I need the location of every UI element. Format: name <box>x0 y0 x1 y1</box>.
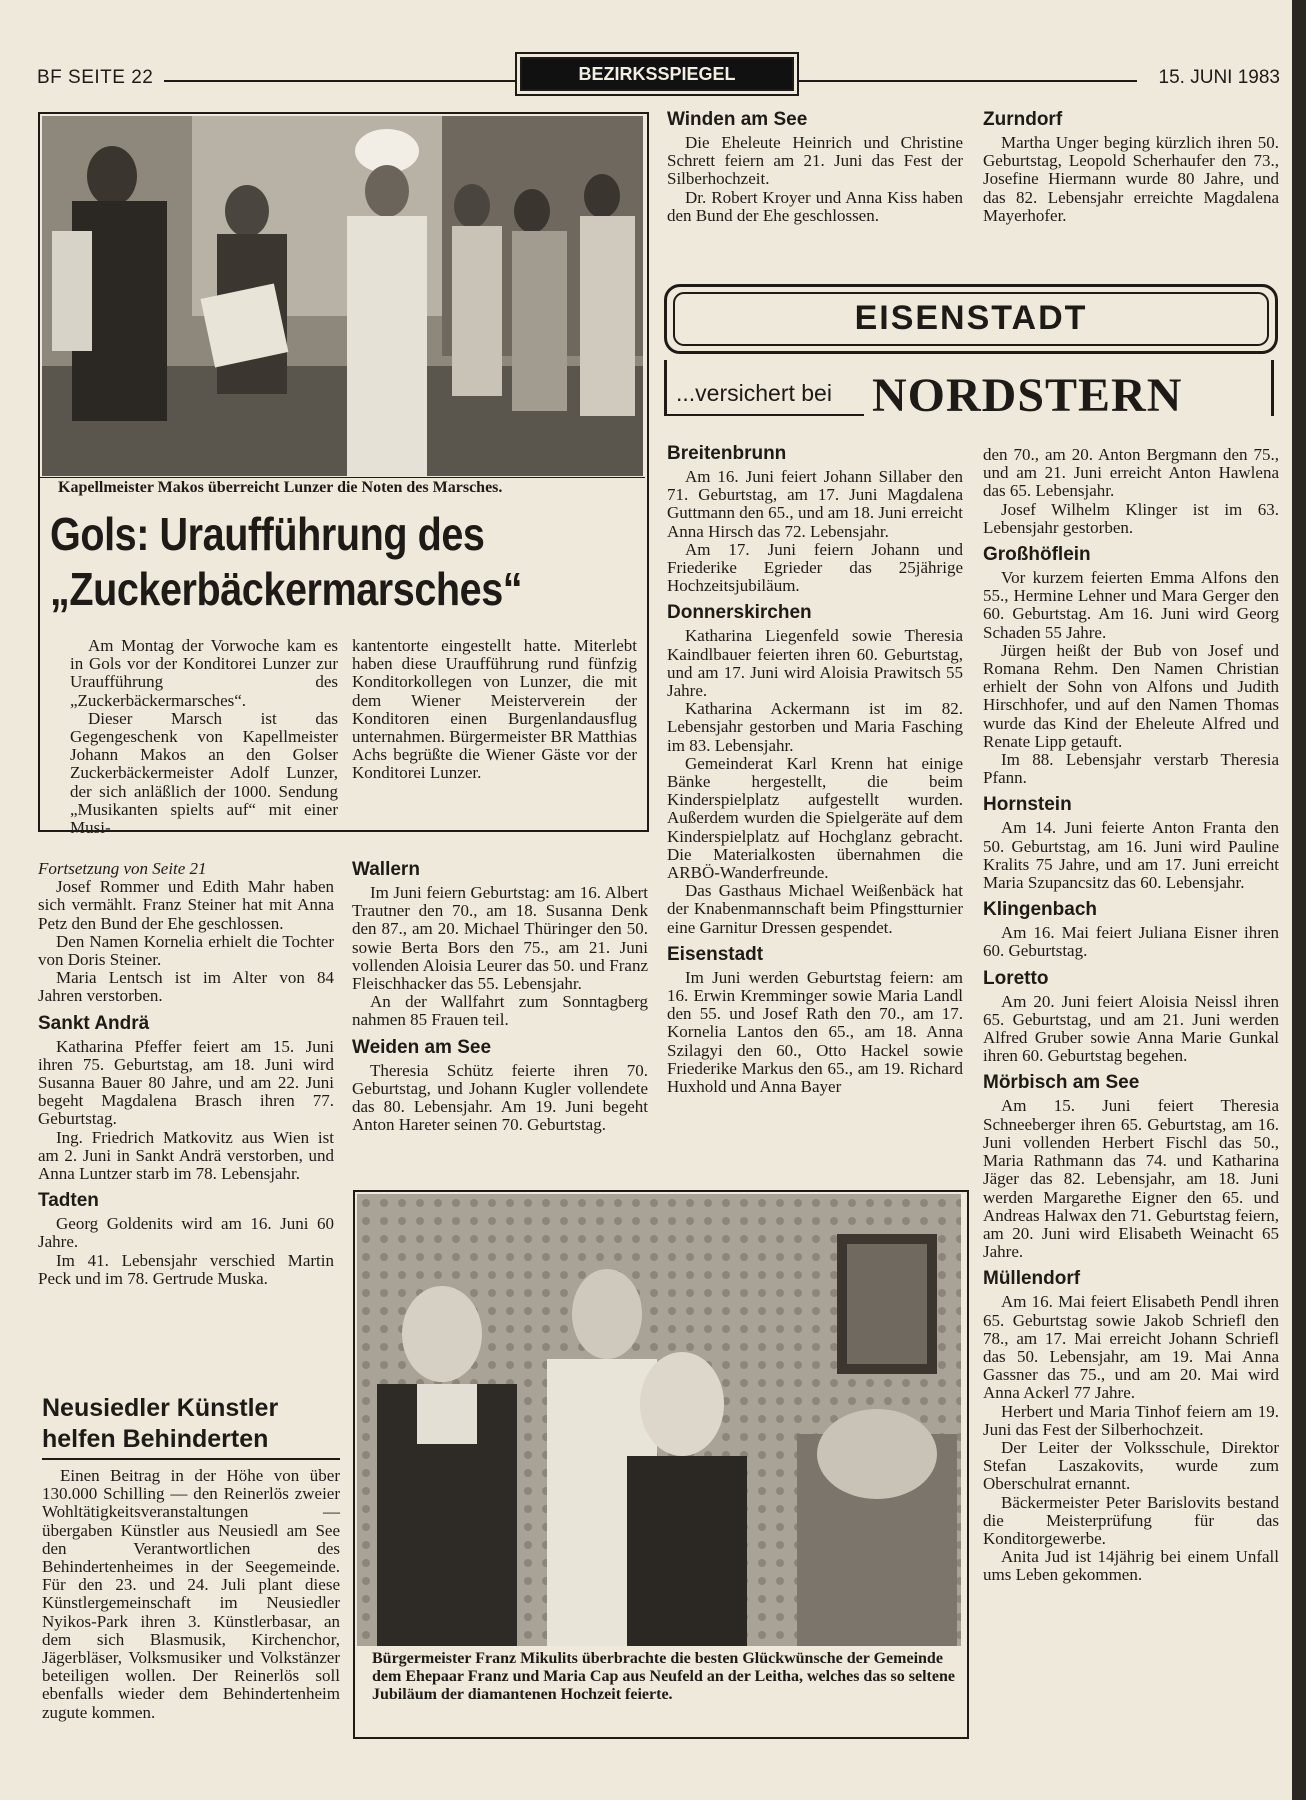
page-number: BF SEITE 22 <box>37 67 154 88</box>
photo-band-premiere-image <box>42 116 643 476</box>
news-paragraph: Bäckermeister Peter Barislovits bestand die Meisterprüfung für das Konditorgewerbe. <box>983 1492 1279 1548</box>
news-paragraph: Die Eheleute Heinrich und Christine Schrett feiern am 21. Juni das Fest der Silberhochzeit. <box>667 133 963 189</box>
gols-headline-line2: „Zuckerbäckermarsches“ <box>50 563 523 615</box>
news-paragraph: Am 16. Juni feiert Johann Sillaber den 71. Geburtstag, am 17. Juni Magdalena Guttmann den 65., und am 18. Juni erreicht Anna Hirsch das 72. Lebensjahr. <box>667 467 963 541</box>
gols-column-1 <box>70 637 338 837</box>
news-paragraph: Am 20. Juni feiert Aloisia Neissl ihren 65. Geburtstag, und am 21. Juni werden Alfred Gruber sowie Anna Marie Gunkal ihren 60. Geburtstag begehen. <box>983 991 1279 1066</box>
column-d <box>983 446 1279 1585</box>
section-tadten <box>38 1189 334 1288</box>
news-paragraph: Katharina Pfeffer feiert am 15. Juni ihren 75. Geburtstag, am 18. Juni wird Susanna Bauer 80 Jahre, und am 22. Juni begeht Magdalena Brasch ihren 77. Geburtstag. <box>38 1036 334 1129</box>
news-paragraph: Am 14. Juni feierte Anton Franta den 50. Geburtstag, am 16. Juni wird Pauline Kralits 75 Jahre, und am 17. Juni erreicht Maria Szupancsitz das 60. Lebensjahr. <box>983 818 1279 893</box>
section-donnerskirchen <box>667 601 963 936</box>
news-paragraph: Katharina Ackermann ist im 82. Lebensjahr gestorben und Maria Fasching im 83. Lebensjahr. <box>667 699 963 755</box>
section-loretto <box>983 967 1279 1066</box>
news-paragraph: Dr. Robert Kroyer und Anna Kiss haben den Bund der Ehe geschlossen. <box>667 187 963 225</box>
section-heading: Winden am See <box>667 109 808 130</box>
section-heading: Mörbisch am See <box>983 1072 1140 1094</box>
news-paragraph: Das Gasthaus Michael Weißenbäck hat der Knabenmannschaft beim Pfingstturnier eine Garnitur Dressen gespendet. <box>667 881 963 937</box>
gols-headline-line1: Gols: Uraufführung des <box>50 508 485 560</box>
news-paragraph: Katharina Liegenfeld sowie Theresia Kaindlbauer feierten ihren 60. Geburtstag, und am 17. Juni wird Aloisia Prawitsch 55 Jahre. <box>667 626 963 701</box>
column-b <box>352 858 648 1134</box>
section-heading: Klingenbach <box>983 899 1098 921</box>
news-paragraph: Josef Rommer und Edith Mahr haben sich vermählt. Franz Steiner hat mit Anna Petz den Bund der Ehe geschlossen. <box>38 877 334 933</box>
section-heading: Loretto <box>983 967 1049 989</box>
section-heading: Wallern <box>352 859 420 880</box>
news-paragraph: Josef Wilhelm Klinger ist im 63. Lebensjahr gestorben. <box>983 499 1279 537</box>
sponsor-prefix: ...versichert bei <box>676 380 832 406</box>
news-paragraph: Anita Jud ist 14jährig bei einem Unfall ums Leben gekommen. <box>983 1547 1279 1585</box>
section-badge: BEZIRKSSPIEGEL <box>520 57 794 91</box>
news-paragraph: Im 88. Lebensjahr verstarb Theresia Pfann. <box>983 750 1279 788</box>
section-muellendorf <box>983 1267 1279 1584</box>
section-eisenstadt <box>667 943 963 1096</box>
column-c-top <box>667 108 963 225</box>
news-paragraph: den 70., am 20. Anton Bergmann den 75., und am 21. Juni erreicht Anton Hawlena das 65. Lebensjahr. <box>983 445 1279 501</box>
column-c <box>667 442 963 1096</box>
column-d-top <box>983 108 1279 225</box>
section-sankt-andrae <box>38 1012 334 1184</box>
news-paragraph: Im Juni werden Geburtstag feiern: am 16. Erwin Kremminger sowie Maria Landl den 55. und Josef Rath den 70., am 17. Kornelia Lantos den 65., am 18. Anna Szilagyi den 60., Otto Hackel sowie Friederike Markus den 65., am 19. Richard Huxhold und Anna Bayer <box>667 967 963 1097</box>
photo-jubilee <box>357 1194 961 1646</box>
section-heading: Zurndorf <box>983 109 1063 130</box>
news-paragraph: Theresia Schütz feierte ihren 70. Geburtstag, und Johann Kugler vollendete das 80. Lebensjahr. Am 19. Juni begeht Anton Hareter seinen 70. Geburtstag. <box>352 1060 648 1135</box>
section-heading: Müllendorf <box>983 1268 1081 1290</box>
news-paragraph: Am 17. Juni feiern Johann und Friederike Egrieder das 25jährige Hochzeitsjubiläum. <box>667 539 963 596</box>
section-heading: Sankt Andrä <box>38 1012 150 1034</box>
header-rule-left <box>164 80 516 82</box>
news-paragraph: Gemeinderat Karl Krenn hat einige Bänke hergestellt, die beim Kinderspielplatz aufgestellt wurden. Außerdem wurden die Spielgeräte auf dem Kinderspielplatz auf Hochglanz gebracht. Die Materialkosten übernahmen die ARBÖ-Wanderfreunde. <box>667 753 963 883</box>
news-paragraph: Maria Lentsch ist im Alter von 84 Jahren verstorben. <box>38 968 334 1006</box>
photo-jubilee-image <box>357 1194 961 1646</box>
page-edge <box>1292 0 1306 1800</box>
issue-date: 15. JUNI 1983 <box>1158 67 1280 88</box>
news-paragraph: Georg Goldenits wird am 16. Juni 60 Jahre. <box>38 1214 334 1252</box>
photo-jubilee-caption: Bürgermeister Franz Mikulits überbrachte die besten Glückwünsche der Gemeinde dem Ehepaar Franz und Maria Cap aus Neufeld an der Leitha, welches das so seltene Jubiläum der diamantenen Hochzeit feierte. <box>372 1650 955 1703</box>
section-heading: Großhöflein <box>983 544 1091 566</box>
news-paragraph: Im 41. Lebensjahr verschied Martin Peck und im 78. Gertrude Muska. <box>38 1250 334 1288</box>
section-heading: Hornstein <box>983 794 1072 816</box>
gols-paragraph: Am Montag der Vorwoche kam es in Gols vor der Konditorei Lunzer zur Uraufführung des „Zuckerbäckermarsches“. <box>70 636 338 710</box>
gols-paragraph: kantentorte eingestellt hatte. Miterlebt haben diese Uraufführung rund fünfzig Konditorkollegen von Lunzer, die mit dem Wiener Meisterverein der Konditoren einen Burgenlandausflug unternahmen. Bürgermeister BR Matthias Achs begrüßte die Wiener Gäste vor der Konditorei Lunzer. <box>352 636 637 783</box>
neusiedl-rule <box>42 1458 340 1460</box>
sponsor-brand: NORDSTERN <box>872 369 1183 422</box>
header-rule-right <box>797 80 1137 82</box>
section-heading: Weiden am See <box>352 1036 492 1058</box>
section-heading: Tadten <box>38 1190 99 1212</box>
district-banner-title: EISENSTADT <box>673 292 1269 346</box>
news-paragraph: Am 16. Mai feiert Elisabeth Pendl ihren 65. Geburtstag sowie Jakob Schriefl den 78., am 17. Mai erreicht Johann Schriefl das 50. Lebensjahr, am 19. Mai Anna Gassner das 75., und am 20. Mai wird Anna Ackerl 77 Jahre. <box>983 1292 1279 1403</box>
sponsor-bracket-right <box>1271 360 1274 416</box>
sponsor-banner <box>664 360 1274 420</box>
news-paragraph: Vor kurzem feierten Emma Alfons den 55., Hermine Lehner und Mara Gerger den 60. Geburtstag. Am 16. Juni wird Georg Schaden 55 Jahre. <box>983 568 1279 642</box>
sponsor-rule <box>664 414 864 416</box>
news-paragraph: Der Leiter der Volksschule, Direktor Stefan Laszakovits, wurde zum Oberschulrat ernannt. <box>983 1437 1279 1494</box>
neusiedl-body <box>42 1467 340 1722</box>
news-paragraph: Martha Unger beging kürzlich ihren 50. Geburtstag, Leopold Scherhaufer den 73., Josefine Hiermann wurde 80 Jahre, und das 82. Lebensjahr erreichte Magdalena Mayerhofer. <box>983 133 1279 225</box>
section-weiden <box>352 1036 648 1135</box>
news-paragraph: Jürgen heißt der Bub von Josef und Romana Rehm. Den Namen Christian erhielt der Sohn von Alfons und Judith Hirschhofer, und auf den Namen Thomas wurde das Kind der Eheleute Alfred und Renate Lipp getauft. <box>983 640 1279 751</box>
district-banner <box>664 284 1278 354</box>
photo-band-premiere <box>42 116 643 476</box>
section-hornstein <box>983 793 1279 892</box>
news-paragraph: Am 15. Juni feiert Theresia Schneeberger ihren 65. Geburtstag, am 16. Juni vollenden Herbert Fischl das 50., Maria Rathmann das 74. und Katharina Jäger das 82. Lebensjahr, am 18. Juni werden Margarethe Eigner den 65. und Andreas Halwax den 71. Geburtstag feiern, am 20. Juni wird Elisabeth Weinacht 65 Jahre. <box>983 1096 1279 1262</box>
photo-band-caption: Kapellmeister Makos überreicht Lunzer die Noten des Marsches. <box>58 479 503 496</box>
section-heading: Breitenbrunn <box>667 443 787 464</box>
neusiedl-paragraph: Einen Beitrag in der Höhe von über 130.000 Schilling — den Reinerlös zweier Wohltätigkeitsveranstaltungen — übergaben Künstler aus Neusiedl am See den Verantwortlichen des Behindertenheimes in der Seegemeinde. Für den 23. und 24. Juli plant diese Künstlergemeinschaft im Neusiedler Nyikos-Park ihren 3. Künstlerbasar, an dem sich Blasmusik, Kirchenchor, Jägerbläser, Volksmusiker und Volkstänzer beteiligen wollen. Der Reinerlös soll ebenfalls wieder dem Behindertenheim zugute kommen. <box>42 1466 340 1722</box>
news-paragraph: Den Namen Kornelia erhielt die Tochter von Doris Steiner. <box>38 931 334 970</box>
caption-rule <box>40 477 645 478</box>
section-klingenbach <box>983 898 1279 960</box>
news-paragraph: Im Juni feiern Geburtstag: am 16. Albert Trautner den 70., am 18. Susanna Denk den 87., am 20. Michael Thüringer den 50. sowie Berta Bors den 75., am 21. Juni vollenden Aloisia Leurer das 50. und Franz Fleischhacker das 55. Lebensjahr. <box>352 883 648 994</box>
section-heading: Eisenstadt <box>667 943 764 965</box>
gols-headline <box>50 507 557 617</box>
news-paragraph: Ing. Friedrich Matkovitz aus Wien ist am 2. Juni in Sankt Andrä verstorben, und Anna Luntzer starb im 78. Lebensjahr. <box>38 1127 334 1184</box>
neusiedl-headline: Neusiedler Künstler helfen Behinderten <box>42 1394 279 1453</box>
gols-column-2 <box>352 637 637 783</box>
news-paragraph: An der Wallfahrt zum Sonntagberg nahmen 85 Frauen teil. <box>352 992 648 1030</box>
section-grosshoeflein <box>983 543 1279 787</box>
section-moerbisch <box>983 1071 1279 1261</box>
continuation-note: Fortsetzung von Seite 21 <box>38 859 207 878</box>
news-paragraph: Am 16. Mai feiert Juliana Eisner ihren 60. Geburtstag. <box>983 923 1279 961</box>
section-heading: Donnerskirchen <box>667 602 812 624</box>
sponsor-bracket-left <box>664 360 667 416</box>
column-a <box>38 860 334 1288</box>
gols-paragraph: Dieser Marsch ist das Gegengeschenk von Kapellmeister Johann Makos an den Golser Zuckerbäckermeister Adolf Lunzer, der sich anläßlich der 1000. Sendung „Musikanten spielts auf“ mit einer Musi- <box>70 708 338 838</box>
news-paragraph: Herbert und Maria Tinhof feiern am 19. Juni das Fest der Silberhochzeit. <box>983 1401 1279 1439</box>
